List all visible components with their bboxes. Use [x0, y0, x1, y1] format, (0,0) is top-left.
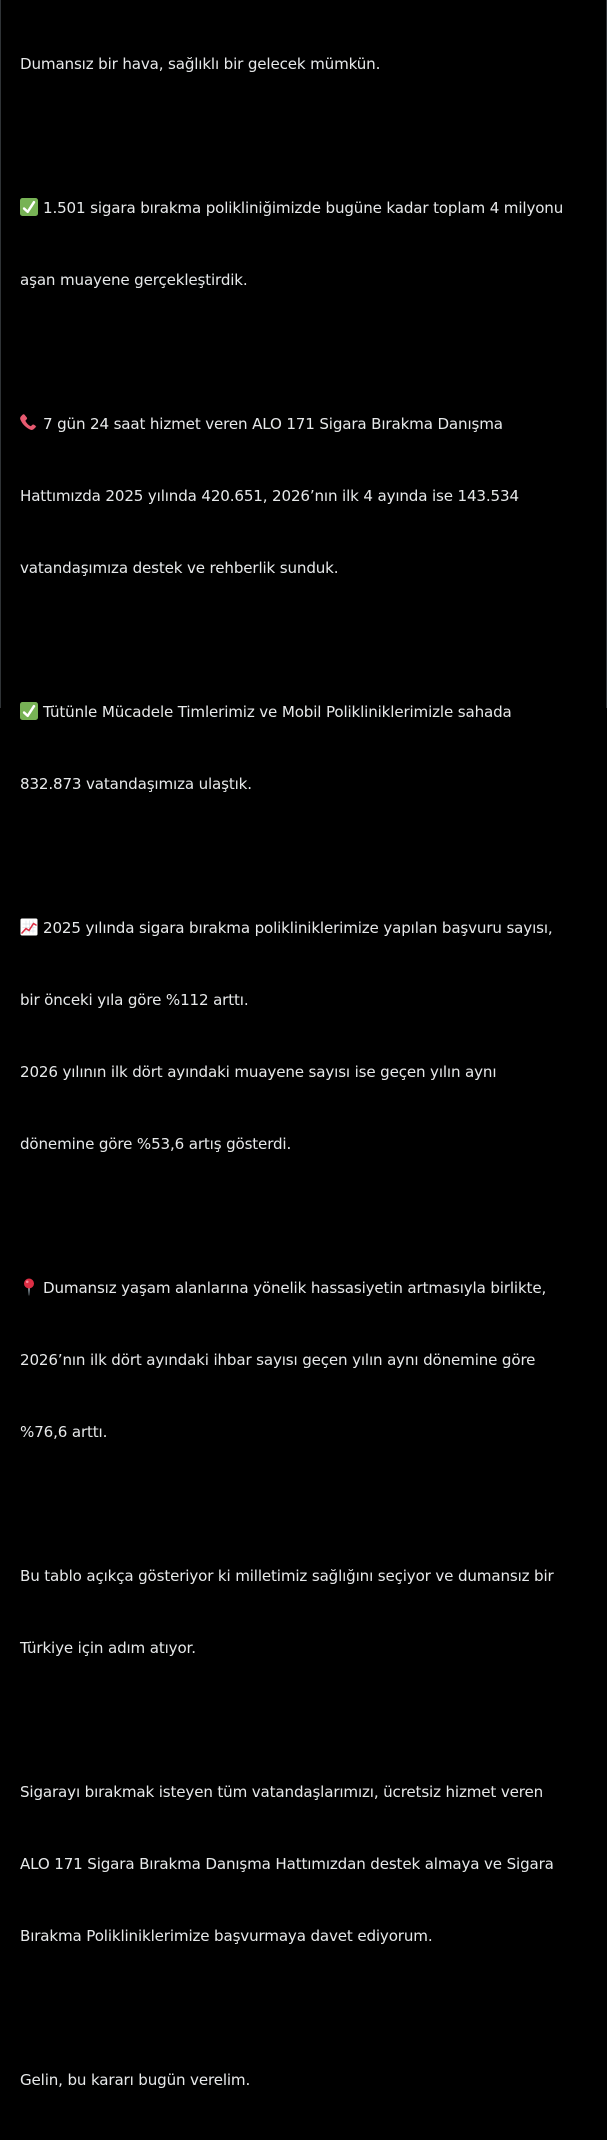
text-line: Türkiye için adım atıyor. — [20, 1639, 196, 1657]
text-line-content: 2025 yılında sigara bırakma polikliniklerimize yapılan başvuru sayısı, — [43, 919, 553, 937]
chart-increasing-icon — [20, 918, 38, 936]
round-pushpin-icon — [20, 1278, 38, 1296]
text-line: Gelin, bu kararı bugün verelim. — [20, 2071, 251, 2089]
text-line: %76,6 arttı. — [20, 1423, 108, 1441]
paragraph-field-teams — [20, 652, 588, 844]
text-line: Hattımızda 2025 yılında 420.651, 2026’nın ilk 4 ayında ise 143.534 — [20, 487, 519, 505]
text-line — [20, 412, 588, 436]
check-mark-button-icon — [20, 702, 38, 720]
paragraph-smoke-free-areas — [20, 1228, 588, 1492]
paragraph-invitation — [20, 1732, 588, 1996]
text-line: 2026’nın ilk dört ayındaki ihbar sayısı geçen yılın aynı dönemine göre — [20, 1351, 536, 1369]
text-line: Dumansız bir hava, sağlıklı bir gelecek mümkün. — [20, 55, 381, 73]
text-line: aşan muayene gerçekleştirdik. — [20, 271, 248, 289]
text-line: 832.873 vatandaşımıza ulaştık. — [20, 775, 252, 793]
post-text — [1, 0, 606, 2140]
text-line: 2026 yılının ilk dört ayındaki muayene sayısı ise geçen yılın aynı — [20, 1063, 497, 1081]
text-line — [20, 1276, 588, 1300]
text-line: bir önceki yıla göre %112 arttı. — [20, 991, 249, 1009]
text-line — [20, 916, 588, 940]
text-line: dönemine göre %53,6 artış gösterdi. — [20, 1135, 292, 1153]
text-line — [20, 700, 588, 724]
check-mark-button-icon — [20, 198, 38, 216]
text-line — [20, 196, 588, 220]
text-line-content: 7 gün 24 saat hizmet veren ALO 171 Sigara Bırakma Danışma — [43, 415, 503, 433]
text-line-content: 1.501 sigara bırakma polikliniğimizde bugüne kadar toplam 4 milyonu — [43, 199, 564, 217]
text-line: Bu tablo açıkça gösteriyor ki milletimiz sağlığını seçiyor ve dumansız bir — [20, 1567, 554, 1585]
text-line: vatandaşımıza destek ve rehberlik sunduk. — [20, 559, 339, 577]
paragraph-closing — [20, 2020, 588, 2140]
text-line: ALO 171 Sigara Bırakma Danışma Hattımızdan destek almaya ve Sigara — [20, 1855, 554, 1873]
text-line: Sigarayı bırakmak isteyen tüm vatandaşlarımızı, ücretsiz hizmet veren — [20, 1783, 544, 1801]
text-line-content: Dumansız yaşam alanlarına yönelik hassasiyetin artmasıyla birlikte, — [43, 1279, 547, 1297]
paragraph-conclusion — [20, 1516, 588, 1708]
paragraph-polyclinics — [20, 148, 588, 340]
telephone-receiver-icon — [20, 414, 38, 432]
paragraph-applications — [20, 868, 588, 1204]
text-line-content: Tütünle Mücadele Timlerimiz ve Mobil Polikliniklerimizle sahada — [43, 703, 512, 721]
paragraph-intro — [20, 4, 588, 124]
text-line: Bırakma Polikliniklerimize başvurmaya davet ediyorum. — [20, 1927, 433, 1945]
paragraph-hotline — [20, 364, 588, 628]
